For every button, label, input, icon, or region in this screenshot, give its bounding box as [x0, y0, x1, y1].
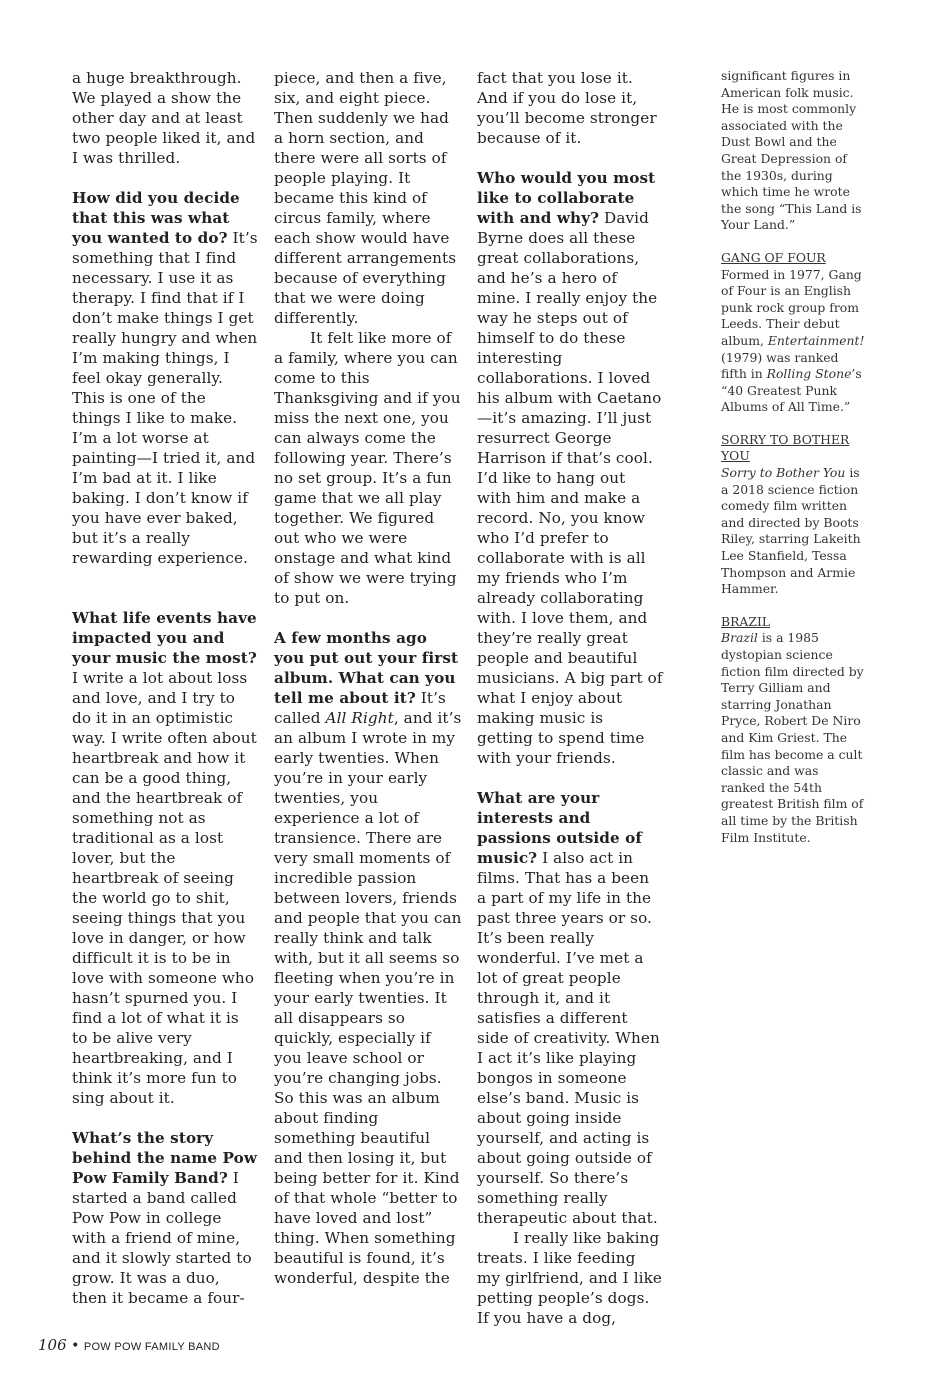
qa-block — [72, 608, 258, 1108]
glossary-text: Formed in 1977, Gang of Four is an English punk rock group from Leeds. Their debut album, — [721, 266, 862, 348]
glossary-entry-woody — [721, 68, 866, 234]
question: A few months ago you put out your first album. What can you tell me about it? — [274, 629, 459, 707]
album-title: Entertainment! — [767, 332, 865, 348]
qa-block — [477, 168, 663, 768]
magazine-title: Rolling Stone — [766, 366, 852, 382]
glossary-entry-sorry-to-bother-you — [721, 432, 866, 598]
qa-block — [72, 188, 258, 568]
glossary-text: (1979) was ranked fifth in — [721, 349, 839, 382]
question: What’s the story behind the name Pow Pow Family Band? — [72, 1129, 258, 1187]
question: What life events have impacted you and your music the most? — [72, 609, 257, 667]
footer-separator: • — [71, 1338, 80, 1354]
paragraph: fact that you lose it. And if you do lose it, you’ll become stronger because of it. — [477, 69, 657, 147]
glossary-entry-brazil — [721, 614, 866, 846]
paragraph: piece, and then a five, six, and eight piece. Then suddenly we had a horn section, and there were all sorts of people playing. It became this kind of circus family, where each show would have different arrangements because of everything that we were doing differently. — [274, 69, 457, 327]
album-title: All Right — [325, 709, 394, 727]
film-title: Brazil — [721, 630, 758, 646]
page-footer — [38, 1336, 220, 1354]
answer: It’s something that I find necessary. I use it as therapy. I find that if I don’t make things I get really hungry and when I’m making things, I feel okay generally. This is one of the things I like to make. I’m a lot worse at painting—I tried it, and I’m bad at it. I like baking. I don’t know if you have ever baked, but it’s a really rewarding experience. — [72, 229, 258, 567]
column-3 — [477, 68, 663, 1328]
question: Who would you most like to collaborate with and why? — [477, 169, 656, 227]
section-label: POW POW FAMILY BAND — [83, 1341, 220, 1353]
answer: I also act in films. That has a been a part of my life in the past three years or so. It’s been really wonderful. I’ve met a lot of great people through it, and it satisfies a different side of creativity. When I act it’s like playing bongos in someone else’s band. Music is about going inside yourself, and acting is about going outside of yourself. So there’s something really therapeutic about that. — [477, 849, 660, 1227]
sidebar-glossary — [721, 68, 866, 862]
glossary-heading: SORRY TO BOTHER YOU — [721, 431, 850, 464]
answer-lead: It’s called — [274, 689, 446, 727]
glossary-heading: GANG OF FOUR — [721, 249, 826, 265]
answer: , and it’s an album I wrote in my early twenties. When you’re in your early twenties, you experience a lot of transience. There are very small moments of incredible passion between lovers, friends and people that you can really think and talk with, but it all seems so fleeting when you’re in your early twenties. It all disappears so quickly, especially if you leave school or you’re changing jobs. So this was an album about finding something beautiful and then losing it, but being better for it. Kind of that whole “better to have loved and lost” thing. When something beautiful is found, it’s wonderful, despite the — [274, 709, 462, 1287]
column-2 — [274, 68, 462, 1288]
qa-block — [72, 1128, 258, 1308]
qa-block — [477, 788, 663, 1228]
paragraph: a huge breakthrough. We played a show the other day and at least two people liked it, and I was thrilled. — [72, 69, 256, 167]
answer: I write a lot about loss and love, and I try to do it in an optimistic way. I write often about heartbreak and how it can be a good thing, and the heartbreak of something not as traditional as a lost lover, but the heartbreak of seeing the world go to shit, seeing things that you love in danger, or how difficult it is to be in love with someone who hasn’t spurned you. I find a lot of what it is to be alive very heartbreaking, and I think it’s more fun to sing about it. — [72, 669, 257, 1107]
question: What are your interests and passions outside of music? — [477, 789, 642, 867]
glossary-heading: BRAZIL — [721, 613, 771, 629]
glossary-text: is a 2018 science fiction comedy film written and directed by Boots Riley, starring Lakeith Lee Stanfield, Tessa Thompson and Armie Hammer. — [721, 465, 861, 597]
glossary-text: is a 1985 dystopian science fiction film directed by Terry Gilliam and starring Jonathan Pryce, Robert De Niro and Kim Griest. The film has become a cult classic and was ranked the 54th greatest British film of all time by the British Film Institute. — [721, 630, 864, 845]
qa-block — [274, 628, 462, 1288]
answer: David Byrne does all these great collaborations, and he’s a hero of mine. I really enjoy the way he steps out of himself to do these interesting collaborations. I loved his album with Caetano—it’s amazing. I’ll just resurrect George Harrison if that’s cool. I’d like to hang out with him and make a record. No, you know who I’d prefer to collaborate with is all my friends who I’m already collaborating with. I love them, and they’re really great people and beautiful musicians. A big part of what I enjoy about making music is getting to spend time with your friends. — [477, 209, 663, 767]
glossary-entry-gang-of-four — [721, 250, 866, 416]
paragraph: It felt like more of a family, where you can come to this Thanksgiving and if you miss the next one, you can always come the following year. There’s no set group. It’s a fun game that we all play together. We figured out who we were onstage and what kind of show we were trying to put on. — [274, 329, 461, 607]
answer: I started a band called Pow Pow in college with a friend of mine, and it slowly started to grow. It was a duo, then it became a four- — [72, 1169, 252, 1307]
question: How did you decide that this was what you wanted to do? — [72, 189, 240, 247]
page-number: 106 — [38, 1336, 67, 1354]
glossary-text: significant figures in American folk music. He is most commonly associated with the Dust Bowl and the Great Depression of the 1930s, during which time he wrote the song “This Land is Your Land.” — [721, 68, 862, 233]
film-title: Sorry to Bother You — [721, 465, 846, 481]
paragraph: I really like baking treats. I like feeding my girlfriend, and I like petting people’s dogs. If you have a dog, — [477, 1229, 663, 1327]
glossary-text: ’s “40 Greatest Punk Albums of All Time.” — [721, 366, 862, 415]
column-1 — [72, 68, 258, 1308]
